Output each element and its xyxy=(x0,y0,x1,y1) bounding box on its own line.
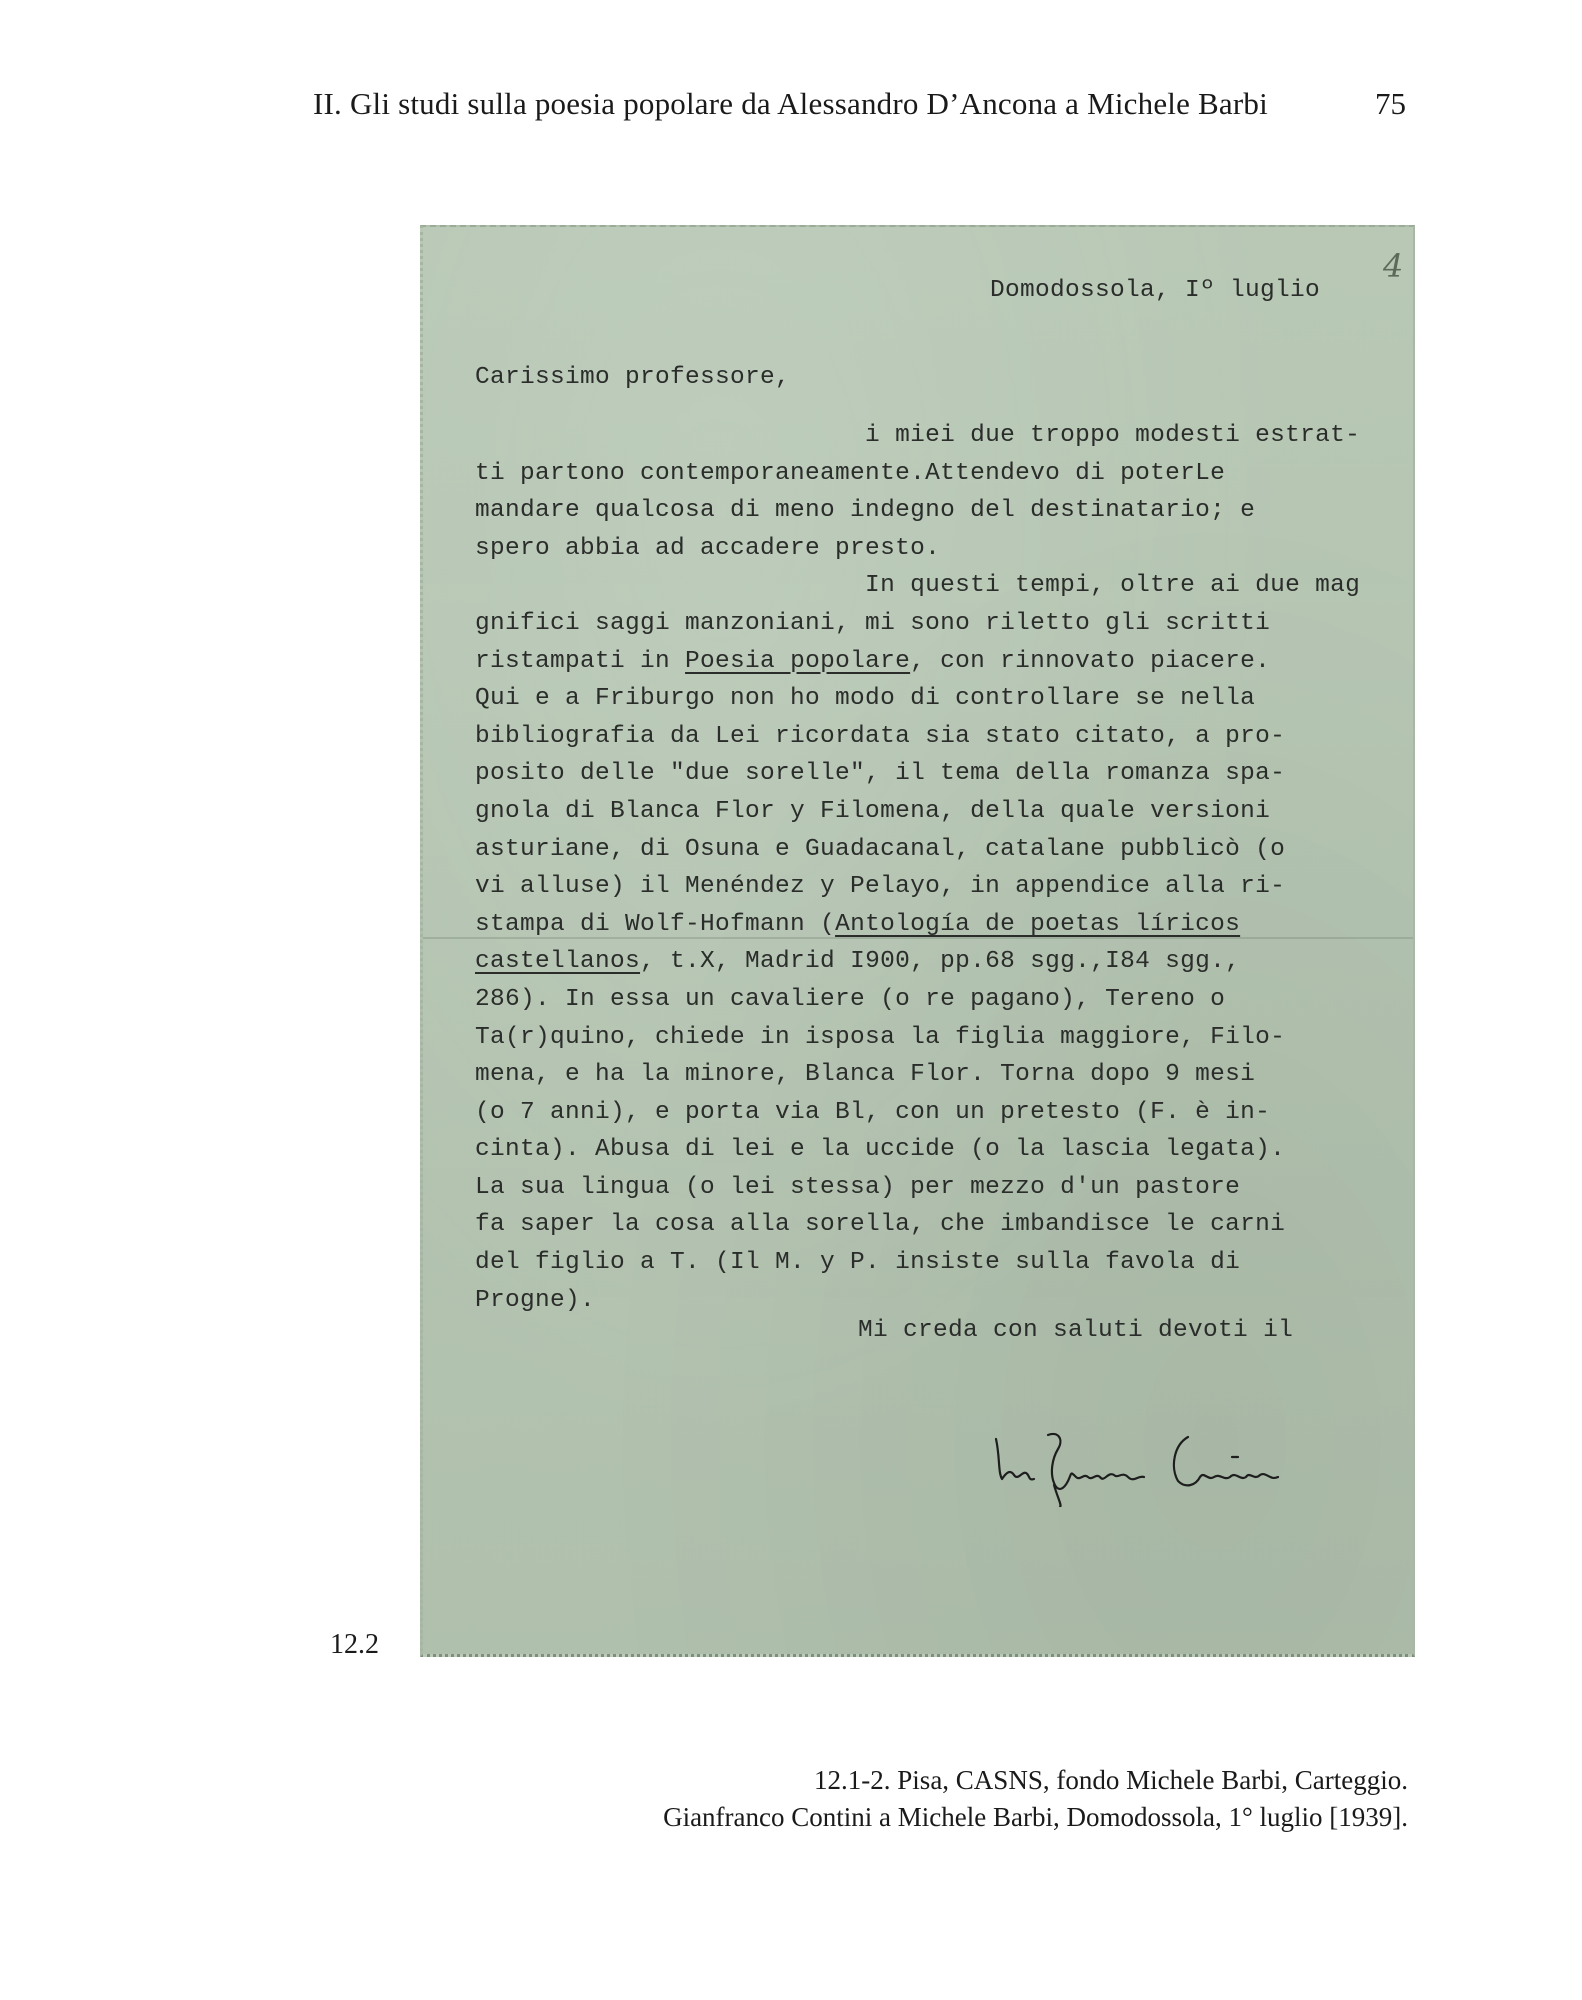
letter-line xyxy=(475,1244,1360,1282)
letter-line-text: bibliografia da Lei ricordata sia stato citato, a pro- xyxy=(475,722,1286,750)
letter-line xyxy=(475,718,1360,756)
underlined-title: Poesia popolare xyxy=(685,647,911,675)
letter-line xyxy=(475,1019,1360,1057)
letter-line-text: In questi tempi, oltre ai due mag xyxy=(475,572,1361,600)
letter-line-text: i miei due troppo modesti estrat- xyxy=(475,422,1361,449)
letter-line xyxy=(475,1131,1360,1169)
letter-line-text: Ta(r)quino, chiede in isposa la figlia maggiore, Filo- xyxy=(475,1023,1286,1051)
letter-line-text: gnifici saggi manzoniani, mi sono riletto gli scritti xyxy=(475,609,1271,637)
letter-line xyxy=(475,906,1360,944)
letter-line xyxy=(475,643,1360,681)
letter-line xyxy=(475,680,1360,718)
letter-line-text: posito delle "due sorelle", il tema della romanza spa- xyxy=(475,760,1286,788)
caption-line-1: 12.1-2. Pisa, CASNS, fondo Michele Barbi, Carteggio. xyxy=(814,1765,1408,1795)
figure-caption xyxy=(663,1762,1408,1836)
letter-line-text: spero abbia ad accadere presto. xyxy=(475,534,941,562)
underlined-title: castellanos xyxy=(475,948,641,976)
letter-line xyxy=(475,567,1360,605)
letter-line-text: gnola di Blanca Flor y Filomena, della quale versioni xyxy=(475,797,1271,825)
letter-line xyxy=(475,1056,1360,1094)
letter-line-text: La sua lingua (o lei stessa) per mezzo d'un pastore xyxy=(475,1173,1241,1201)
letter-line-text: cinta). Abusa di lei e la uccide (o la lascia legata). xyxy=(475,1136,1286,1164)
running-head: II. Gli studi sulla poesia popolare da Alessandro D’Ancona a Michele Barbi xyxy=(313,86,1268,121)
letter-line-text: mandare qualcosa di meno indegno del destinatario; e xyxy=(475,497,1256,525)
letter-line xyxy=(475,943,1360,981)
letter-line-text: 286). In essa un cavaliere (o re pagano), Tereno o xyxy=(475,985,1226,1013)
letter-line xyxy=(475,530,1360,568)
letter-line xyxy=(475,793,1360,831)
letter-line xyxy=(475,417,1360,455)
letter-line-text: vi alluse) il Menéndez y Pelayo, in appendice alla ri- xyxy=(475,873,1286,901)
letter-line-text: , con rinnovato piacere. xyxy=(910,647,1271,675)
letter-line xyxy=(475,1282,1360,1320)
letter-line xyxy=(475,455,1360,493)
letter-line xyxy=(475,755,1360,793)
letter-line-text: stampa di Wolf-Hofmann ( xyxy=(475,910,836,938)
archive-number: 4 xyxy=(1383,247,1404,285)
letter-body xyxy=(475,417,1360,1319)
letter-line xyxy=(475,492,1360,530)
letter-line-text: fa saper la cosa alla sorella, che imbandisce le carni xyxy=(475,1211,1286,1239)
letter-line-text: , t.X, Madrid I900, pp.68 sgg.,I84 sgg., xyxy=(640,948,1241,976)
letter-line-text: Qui e a Friburgo non ho modo di controllare se nella xyxy=(475,685,1256,713)
letter-line-text: del figlio a T. (Il M. y P. insiste sulla favola di xyxy=(475,1249,1241,1277)
letter-closing: Mi creda con saluti devoti il xyxy=(858,1317,1294,1344)
letter-line xyxy=(475,1169,1360,1207)
letter-line xyxy=(475,831,1360,869)
letter-line xyxy=(475,981,1360,1019)
letter-line-text: ristampati in xyxy=(475,647,686,675)
letter-salutation: Carissimo professore, xyxy=(475,364,791,391)
letter-line-text: mena, e ha la minore, Blanca Flor. Torna dopo 9 mesi xyxy=(475,1061,1256,1089)
letter-photo xyxy=(420,225,1415,1657)
handwritten-signature xyxy=(988,1427,1298,1507)
letter-line-text: (o 7 anni), e porta via Bl, con un pretesto (F. è in- xyxy=(475,1098,1271,1126)
underlined-title: Antología de poetas líricos xyxy=(835,910,1241,938)
letter-line-text: ti partono contemporaneamente.Attendevo di poterLe xyxy=(475,459,1226,487)
letter-line xyxy=(475,1206,1360,1244)
letter-line-text: asturiane, di Osuna e Guadacanal, catalane pubblicò (o xyxy=(475,835,1286,863)
caption-line-2: Gianfranco Contini a Michele Barbi, Domodossola, 1° luglio [1939]. xyxy=(663,1802,1408,1832)
letter-line xyxy=(475,605,1360,643)
letter-line xyxy=(475,868,1360,906)
letter-line-text: Progne). xyxy=(475,1286,596,1314)
figure-label: 12.2 xyxy=(330,1629,379,1660)
page-number: 75 xyxy=(1375,86,1406,121)
letter-line xyxy=(475,1094,1360,1132)
letter-date: Domodossola, Iº luglio xyxy=(990,277,1321,304)
